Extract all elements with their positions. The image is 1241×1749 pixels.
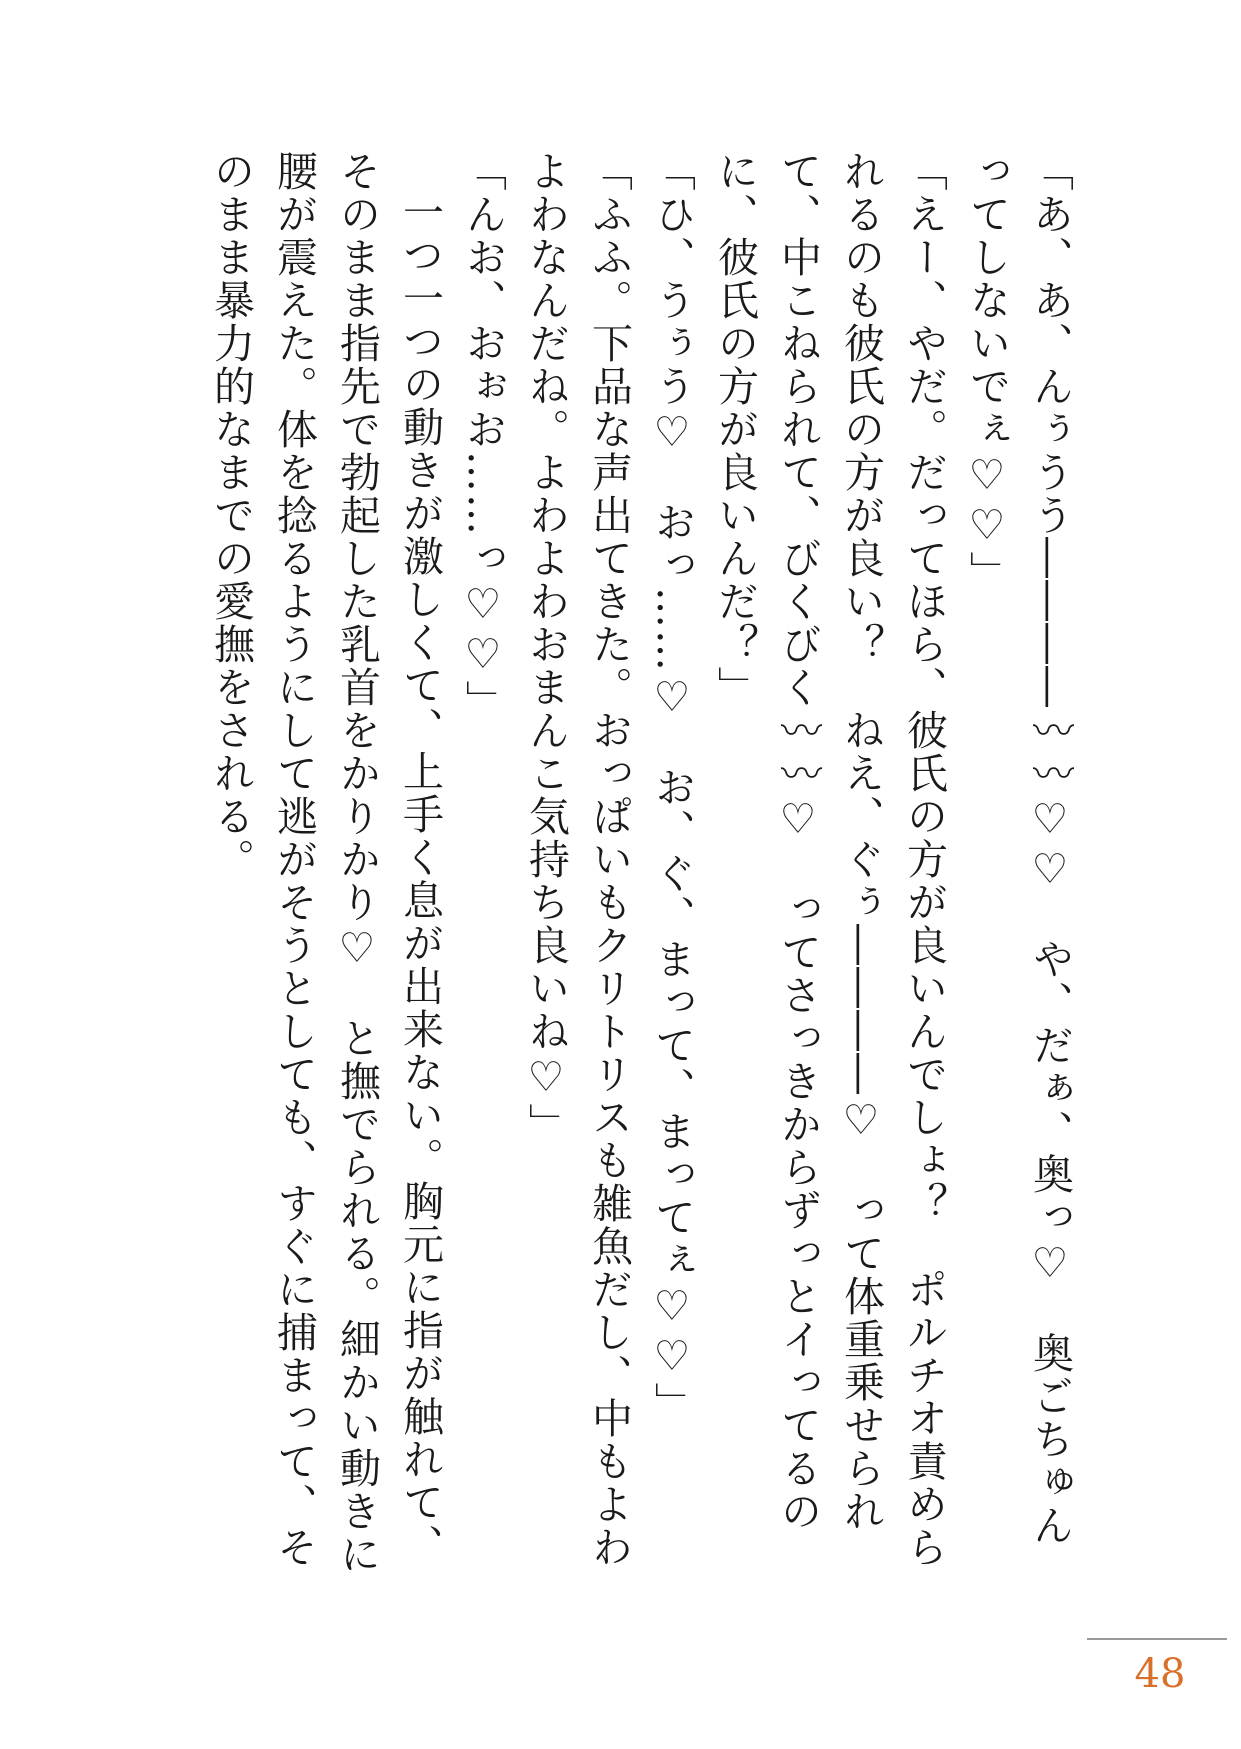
footer-rule bbox=[1087, 1638, 1227, 1640]
paragraph: 「ふふ。下品な声出てきた。おっぱいもクリトリスも雑魚だし、中もよわよわなんだね。よわよわおまんこ気持ち良いね♡」 bbox=[522, 150, 633, 1569]
paragraph: 「んお、おぉお……っ♡♡」 bbox=[459, 150, 507, 723]
page-number: 48 bbox=[1134, 1651, 1186, 1697]
vertical-text-body bbox=[161, 150, 1081, 1580]
paragraph: 「あ、あ、んぅうう――――〰〰♡♡ や、だぁ、奥っ♡ 奥ごちゅんってしないでぇ♡♡」 bbox=[963, 150, 1074, 1547]
paragraph: 「ひ、うぅう♡ おっ……♡ お、ぐ、まって、まってぇ♡♡」 bbox=[648, 150, 696, 1425]
paragraph: 「えー、やだ。だってほら、彼氏の方が良いんでしょ？ ポルチオ責められるのも彼氏の方が良い？ ねえ、ぐぅ――――♡ って体重乗せられて、中こねられて、びくびく〰〰♡ ってさっきからずっとイってるのに、彼氏の方が良いんだ？」 bbox=[711, 150, 948, 1569]
paragraph-narration: 一つ一つの動きが激しくて、上手く息が出来ない。胸元に指が触れて、そのまま指先で勃起した乳首をかりかり♡ と撫でられる。細かい動きに腰が震えた。体を捻るようにして逃がそうとしても、すぐに捕まって、そのまま暴力的なまでの愛撫をされる。 bbox=[207, 150, 444, 1576]
